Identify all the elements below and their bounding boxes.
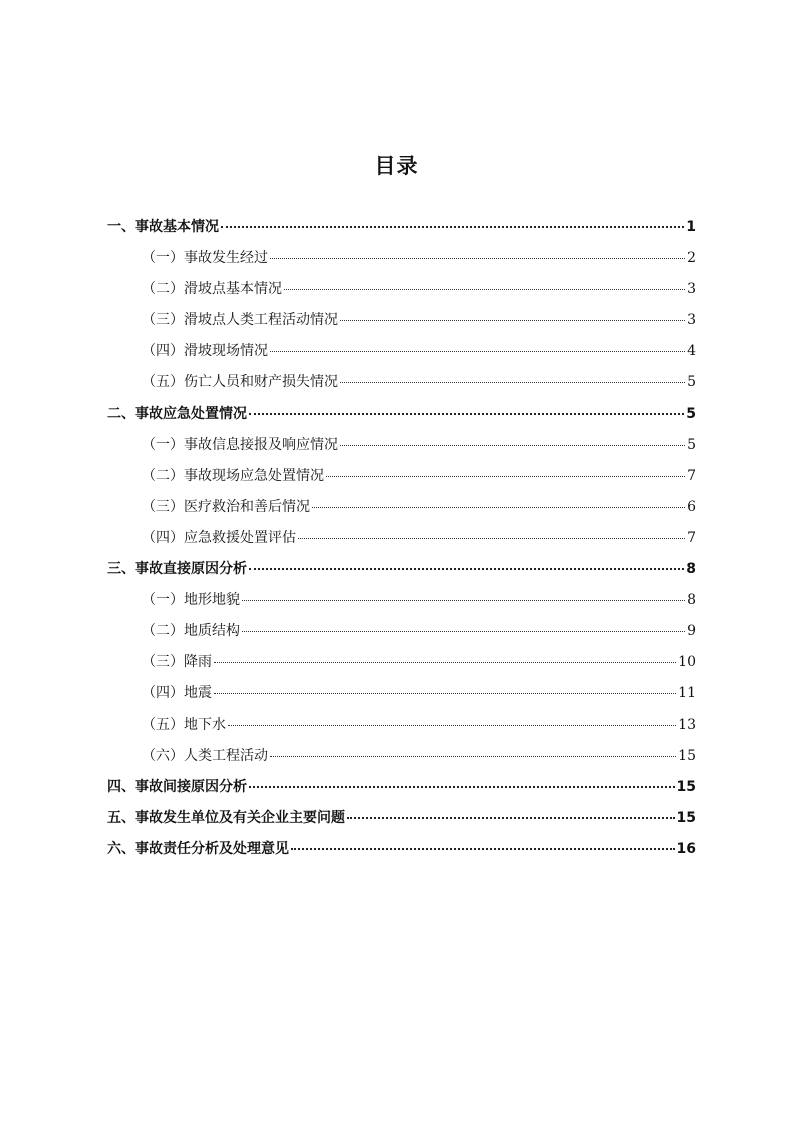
toc-page-number: 15	[676, 778, 696, 795]
dot-leader	[298, 537, 685, 539]
toc-section-entry[interactable]	[107, 834, 696, 865]
dot-leader	[228, 724, 676, 726]
toc-entry-text: 五、事故发生单位及有关企业主要问题	[107, 809, 345, 826]
toc-entry-text: （五）地下水	[142, 716, 226, 733]
toc-section-entry[interactable]	[107, 772, 696, 803]
toc-page-number: 6	[687, 498, 696, 515]
toc-entry-text: 三、事故直接原因分析	[107, 561, 247, 578]
toc-entry-text: （二）滑坡点基本情况	[142, 281, 282, 298]
toc-section-entry[interactable]	[107, 212, 696, 243]
toc-entry-text: 二、事故应急处置情况	[107, 405, 247, 422]
toc-entry-text: （一）事故信息接报及响应情况	[142, 436, 338, 453]
table-of-contents	[107, 212, 696, 865]
toc-entry-text: （二）地质结构	[142, 623, 240, 640]
toc-page-number: 13	[678, 716, 696, 733]
toc-page-number: 1	[686, 219, 696, 235]
dot-leader	[242, 599, 685, 601]
toc-page-number: 7	[687, 529, 696, 546]
toc-section-entry[interactable]	[107, 803, 696, 834]
dot-leader	[340, 381, 685, 383]
dot-leader	[249, 785, 675, 788]
toc-entry-text: （四）地震	[142, 685, 212, 702]
toc-entry-text: （四）应急救援处置评估	[142, 529, 296, 546]
toc-page-number: 3	[687, 312, 696, 329]
toc-page-number: 3	[687, 281, 696, 298]
toc-entry-text: （三）医疗救治和善后情况	[142, 498, 310, 515]
toc-subsection-entry[interactable]	[107, 585, 696, 616]
toc-page-number: 10	[678, 654, 696, 671]
toc-section-entry[interactable]	[107, 399, 696, 430]
toc-subsection-entry[interactable]	[107, 274, 696, 305]
toc-page-number: 2	[687, 250, 696, 267]
toc-subsection-entry[interactable]	[107, 336, 696, 367]
toc-entry-text: （三）降雨	[142, 654, 212, 671]
toc-subsection-entry[interactable]	[107, 305, 696, 336]
dot-leader	[249, 412, 684, 415]
dot-leader	[312, 506, 685, 508]
toc-page-number: 9	[687, 623, 696, 640]
toc-entry-text: （五）伤亡人员和财产损失情况	[142, 374, 338, 391]
dot-leader	[340, 319, 685, 321]
dot-leader	[221, 225, 684, 228]
dot-leader	[326, 475, 685, 477]
dot-leader	[291, 847, 675, 850]
dot-leader	[340, 444, 685, 446]
toc-page-number: 11	[678, 685, 696, 702]
dot-leader	[347, 816, 675, 819]
toc-entry-text: （三）滑坡点人类工程活动情况	[142, 312, 338, 329]
toc-entry-text: 一、事故基本情况	[107, 219, 219, 235]
toc-entry-text: （一）事故发生经过	[142, 250, 268, 267]
toc-title: 目录	[374, 154, 419, 178]
dot-leader	[284, 288, 685, 290]
dot-leader	[270, 257, 685, 259]
toc-page-number: 5	[687, 374, 696, 391]
toc-section-entry[interactable]	[107, 554, 696, 585]
toc-entry-text: （二）事故现场应急处置情况	[142, 467, 324, 484]
dot-leader	[270, 755, 676, 757]
toc-page-number: 16	[676, 840, 696, 857]
toc-entry-text: （一）地形地貌	[142, 592, 240, 609]
toc-entry-text: 六、事故责任分析及处理意见	[107, 840, 289, 857]
toc-page-number: 7	[687, 467, 696, 484]
toc-subsection-entry[interactable]	[107, 710, 696, 741]
toc-page-number: 5	[686, 405, 696, 422]
toc-subsection-entry[interactable]	[107, 243, 696, 274]
toc-page-number: 8	[686, 561, 696, 578]
toc-subsection-entry[interactable]	[107, 492, 696, 523]
toc-subsection-entry[interactable]	[107, 616, 696, 647]
dot-leader	[214, 692, 676, 694]
toc-subsection-entry[interactable]	[107, 647, 696, 678]
toc-page-number: 5	[687, 436, 696, 453]
dot-leader	[214, 661, 676, 663]
toc-subsection-entry[interactable]	[107, 523, 696, 554]
toc-page-number: 8	[687, 592, 696, 609]
dot-leader	[242, 630, 685, 632]
toc-page-number: 4	[687, 343, 696, 360]
toc-page-number: 15	[678, 747, 696, 764]
toc-entry-text: 四、事故间接原因分析	[107, 778, 247, 795]
toc-subsection-entry[interactable]	[107, 741, 696, 772]
toc-subsection-entry[interactable]	[107, 367, 696, 398]
toc-subsection-entry[interactable]	[107, 430, 696, 461]
dot-leader	[249, 567, 684, 570]
toc-entry-text: （四）滑坡现场情况	[142, 343, 268, 360]
toc-entry-text: （六）人类工程活动	[142, 747, 268, 764]
dot-leader	[270, 350, 685, 352]
toc-subsection-entry[interactable]	[107, 678, 696, 709]
toc-page-number: 15	[676, 809, 696, 826]
toc-subsection-entry[interactable]	[107, 461, 696, 492]
